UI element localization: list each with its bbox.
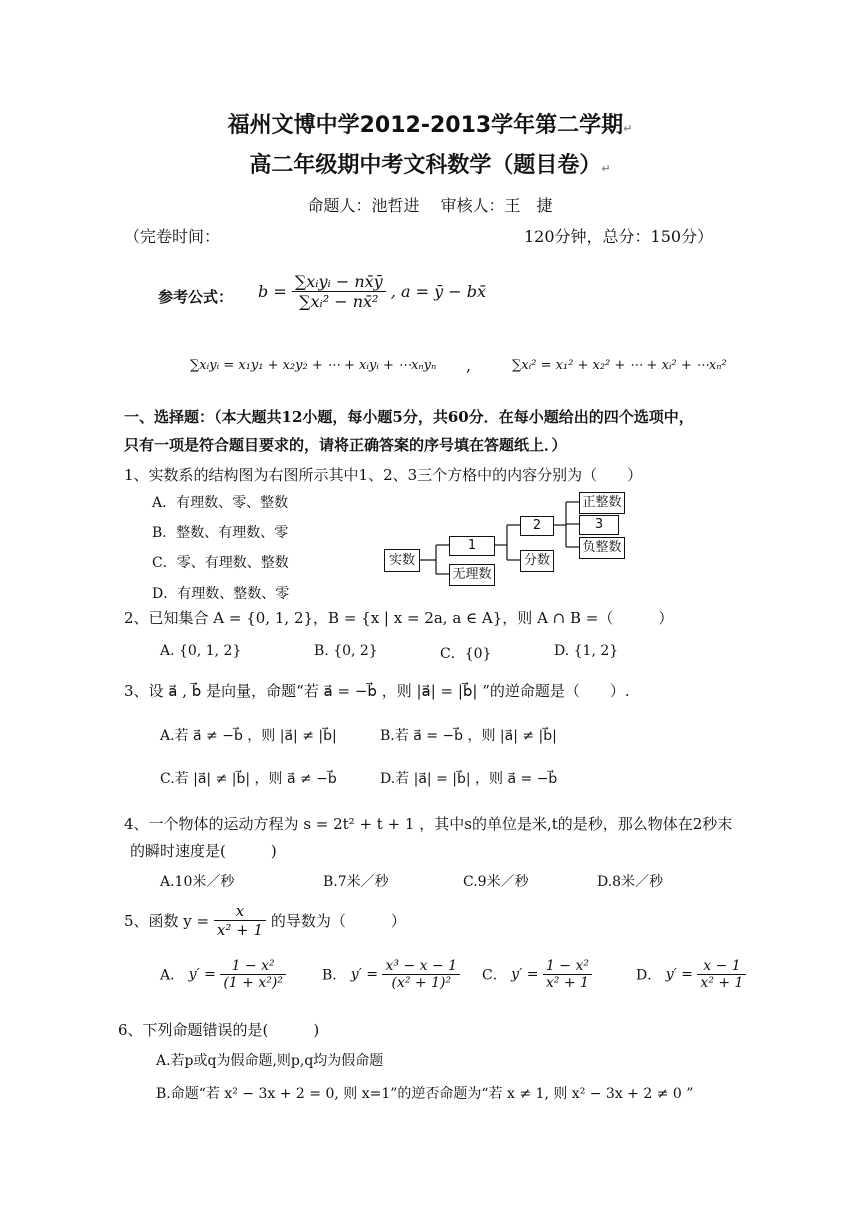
option-label: B．	[322, 967, 347, 984]
question-5-option-b	[322, 958, 460, 991]
formula-b: b = $\frac{\text{∑xᵢyᵢ − nx̄ȳ}}{\text{∑xᵢ² − nx̄²}}$ , a = ȳ − bx̄	[258, 272, 486, 311]
question-2-stem: 2、已知集合 A = {0, 1, 2}，B = {x | x = 2a, a ∈ A}，则 A ∩ B =（ ）	[124, 609, 674, 627]
authors-line: 命题人：池哲进 审核人：王 捷	[307, 196, 553, 215]
question-6-option-b: B.命题“若 x² − 3x + 2 = 0, 则 x=1”的逆否命题为“若 x ≠ 1, 则 x² − 3x + 2 ≠ 0 ”	[156, 1086, 694, 1102]
question-4-option-c: C.9米／秒	[463, 874, 529, 890]
question-5-stem-fraction	[214, 902, 266, 939]
diagram-node-positive-integer: 正整数	[579, 492, 625, 514]
option-label: D．	[636, 967, 662, 984]
diagram-node-negative-integer: 负整数	[579, 537, 625, 559]
question-4-stem-line-2: 的瞬时速度是( )	[130, 842, 277, 860]
question-1-option-d: D．有理数、整数、零	[152, 586, 290, 602]
question-2-option-a: A. {0, 1, 2}	[160, 643, 242, 659]
question-4-stem-line-1: 4、一个物体的运动方程为 s = 2t² + t + 1 ，其中s的单位是米,t的是秒，那么物体在2秒末	[124, 815, 733, 833]
option-lhs: y′ =	[665, 966, 693, 983]
formula-b-denominator: ∑xᵢ² − nx̄²	[299, 292, 379, 311]
formula-label: 参考公式：	[158, 288, 234, 306]
formula-b-numerator: ∑xᵢyᵢ − nx̄ȳ	[292, 272, 386, 292]
diagram-node-box-2: 2	[520, 516, 554, 536]
option-numerator: 1 − x²	[220, 958, 286, 975]
question-1-option-c: C．零、有理数、整数	[152, 555, 289, 571]
section-heading-line-1: 一、选择题：（本大题共12小题，每小题5分，共60分．在每小题给出的四个选项中，	[124, 408, 694, 426]
option-numerator: x − 1	[697, 958, 746, 975]
formula-separator: ,	[466, 356, 472, 375]
option-fraction	[220, 958, 286, 991]
title-text-2: 高二年级期中考文科数学（题目卷）	[249, 153, 602, 178]
option-numerator: 1 − x²	[543, 958, 592, 975]
diagram-node-real: 实数	[384, 549, 420, 572]
question-1-stem: 1、实数系的结构图为右图所示其中1、2、3三个方格中的内容分别为（ ）	[124, 466, 643, 484]
time-value: 120分钟，总分：150分）	[524, 227, 714, 246]
sum-formula-1: ∑xᵢyᵢ = x₁y₁ + x₂y₂ + ⋯ + xᵢyᵢ + ⋯xₙyₙ	[190, 358, 437, 373]
question-5-stem-suffix: 的导数为（ ）	[270, 912, 406, 930]
question-4-option-b: B.7米／秒	[323, 874, 389, 890]
question-3-option-c: C.若 |a⃗| ≠ |b⃗| ，则 a⃗ ≠ −b⃗	[160, 771, 337, 787]
question-5-stem-numerator: x	[214, 902, 266, 921]
question-1-option-a: A．有理数、零、整数	[152, 495, 289, 511]
option-denominator: (x² + 1)²	[391, 975, 452, 991]
option-denominator: x² + 1	[545, 975, 589, 991]
option-label: C．	[482, 967, 507, 984]
question-5-stem-denominator: x² + 1	[216, 921, 264, 939]
question-3-option-a: A.若 a⃗ ≠ −b⃗ ，则 |a⃗| ≠ |b⃗|	[160, 728, 337, 744]
question-6-stem: 6、下列命题错误的是( )	[118, 1021, 320, 1039]
section-heading-line-2: 只有一项是符合题目要求的，请将正确答案的序号填在答题纸上．）	[124, 436, 567, 454]
return-mark: ↵	[601, 162, 611, 175]
return-mark: ↵	[623, 122, 633, 135]
diagram-node-box-3: 3	[579, 515, 619, 535]
option-fraction	[543, 958, 592, 991]
question-5-option-c	[482, 958, 592, 991]
option-lhs: y′ =	[188, 966, 216, 983]
option-denominator: (1 + x²)²	[223, 975, 283, 991]
question-5-option-a	[160, 958, 286, 991]
option-fraction	[697, 958, 746, 991]
option-lhs: y′ =	[511, 966, 539, 983]
diagram-node-box-1: 1	[449, 536, 495, 556]
diagram-node-irrational: 无理数	[449, 564, 495, 586]
option-numerator: x³ − x − 1	[382, 958, 460, 975]
question-2-option-d: D. {1, 2}	[554, 643, 619, 659]
question-1-option-b: B．整数、有理数、零	[152, 525, 289, 541]
option-label: A．	[160, 967, 185, 984]
sum-formula-2: ∑xᵢ² = x₁² + x₂² + ⋯ + xᵢ² + ⋯xₙ²	[512, 358, 727, 373]
question-6-option-a: A.若p或q为假命题,则p,q均为假命题	[156, 1053, 384, 1069]
formula-a: , a = ȳ − bx̄	[390, 282, 486, 301]
question-3-stem: 3、设 a⃗ , b⃗ 是向量，命题“若 a⃗ = −b⃗ ，则 |a⃗| = |b⃗| ”的逆命题是（ ）.	[124, 682, 630, 700]
question-5-option-d	[636, 958, 746, 991]
question-5-stem	[124, 902, 406, 939]
title-text-1: 福州文博中学2012-2013学年第二学期	[227, 113, 624, 138]
question-2-option-b: B. {0, 2}	[314, 643, 378, 659]
option-denominator: x² + 1	[700, 975, 744, 991]
time-label: （完卷时间：	[124, 227, 221, 246]
option-lhs: y′ =	[350, 966, 379, 983]
question-2-option-c: C．{0}	[440, 646, 492, 662]
question-4-option-d: D.8米／秒	[597, 874, 664, 890]
question-3-option-b: B.若 a⃗ = −b⃗ ，则 |a⃗| ≠ |b⃗|	[380, 728, 557, 744]
option-fraction	[382, 958, 460, 991]
question-3-option-d: D.若 |a⃗| = |b⃗| ，则 a⃗ = −b⃗	[380, 771, 558, 787]
question-5-stem-prefix: 5、函数 y =	[124, 912, 210, 930]
question-4-option-a: A.10米／秒	[160, 874, 235, 890]
diagram-node-fraction: 分数	[520, 550, 554, 572]
